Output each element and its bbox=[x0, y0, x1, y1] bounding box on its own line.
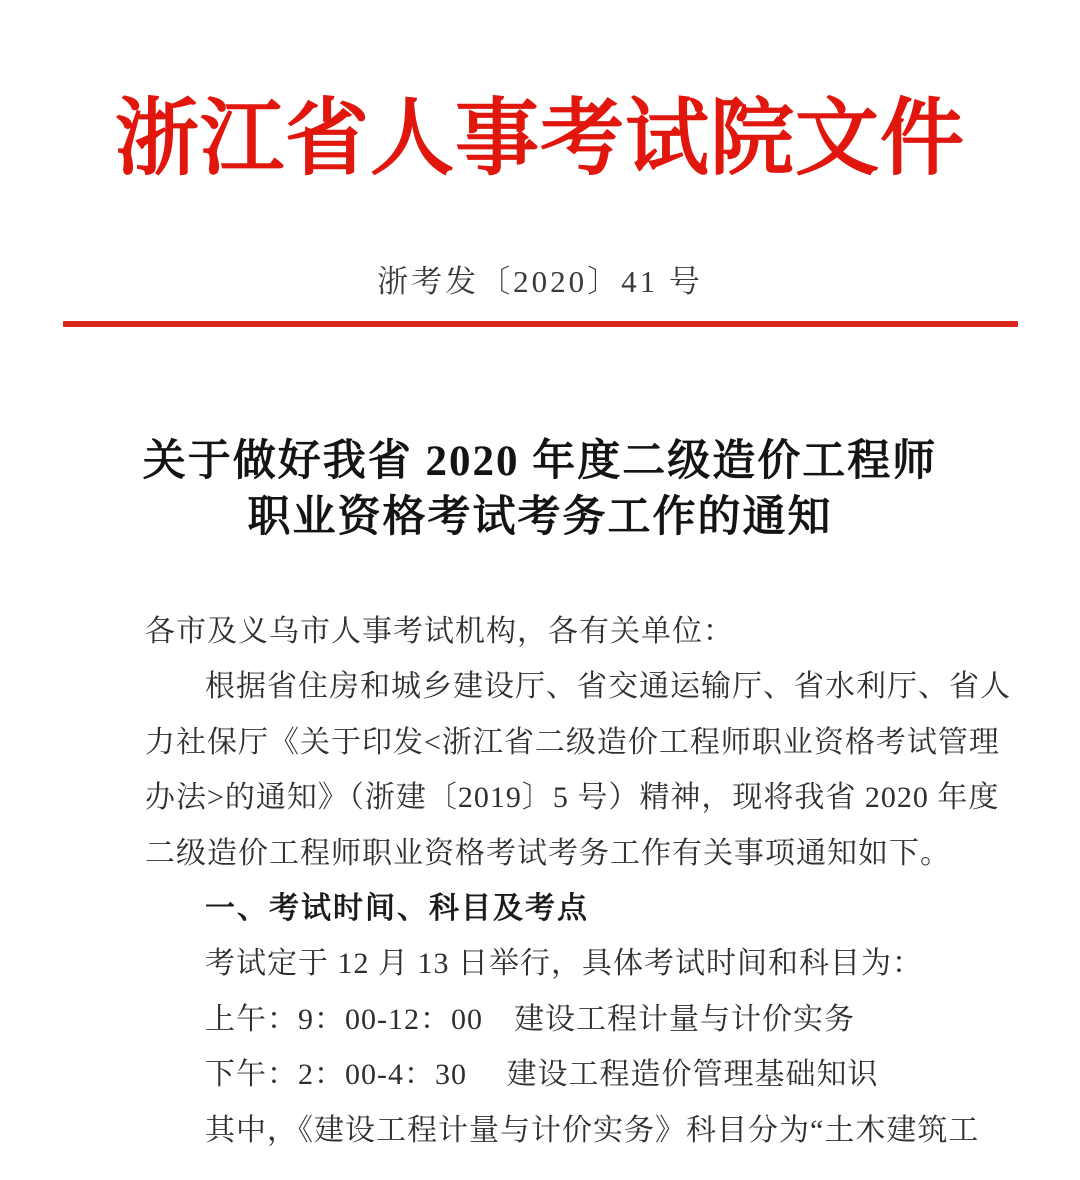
body-line: 其中，《建设工程计量与计价实务》科目分为“土木建筑工 bbox=[205, 1113, 980, 1147]
doc-number: 浙考发〔2020〕41 号 bbox=[377, 264, 703, 299]
body-line-afternoon-session: 下午：2：00-4：30 建设工程造价管理基础知识 bbox=[205, 1058, 879, 1092]
document-body bbox=[145, 604, 1011, 1158]
doc-title-line2: 职业资格考试考务工作的通知 bbox=[247, 494, 833, 541]
body-line-exam-date: 考试定于 12 月 13 日举行，具体考试时间和科目为： bbox=[205, 947, 923, 981]
doc-title bbox=[0, 434, 1080, 546]
agency-title: 浙江省人事考试院文件 bbox=[114, 93, 965, 186]
body-line: 办法>的通知》（浙建〔2019〕5 号）精神，现将我省 2020 年度 bbox=[145, 781, 1000, 815]
body-line-morning-session: 上午：9：00-12：00 建设工程计量与计价实务 bbox=[205, 1002, 855, 1036]
body-line: 力社保厅《关于印发<浙江省二级造价工程师职业资格考试管理 bbox=[145, 725, 1000, 759]
body-line: 根据省住房和城乡建设厅、省交通运输厅、省水利厅、省人 bbox=[205, 670, 1011, 704]
red-divider-rule bbox=[63, 321, 1018, 327]
body-line-salutation: 各市及义乌市人事考试机构，各有关单位： bbox=[145, 615, 734, 648]
section-heading-exam-time: 一、考试时间、科目及考点 bbox=[205, 892, 589, 926]
body-line: 二级造价工程师职业资格考试考务工作有关事项通知如下。 bbox=[145, 836, 951, 870]
doc-title-line1: 关于做好我省 2020 年度二级造价工程师 bbox=[142, 438, 938, 485]
